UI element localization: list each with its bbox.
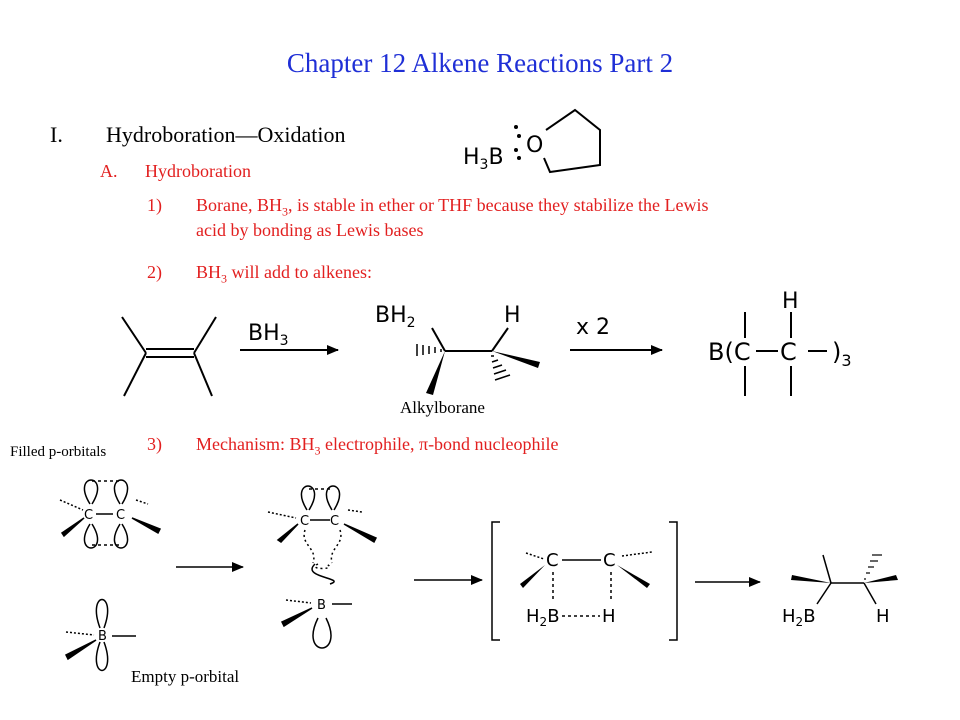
item-number: 3) <box>147 434 162 454</box>
carbon-atom-label: C <box>84 508 94 523</box>
item-text-b: will add to alkenes: <box>227 262 372 282</box>
h3b-label: $H_3B$ <box>463 145 504 173</box>
alkylborane-label: Alkylborane <box>400 398 485 417</box>
trialkyl-close-label: )$_3$ <box>832 338 852 370</box>
thf-oxygen-label: O <box>526 133 544 158</box>
h2b-label: $H_2B$ <box>526 606 560 629</box>
borane-thf-complex <box>463 110 600 173</box>
item-text-line2: acid by bonding as Lewis bases <box>196 220 424 240</box>
subscript: 3 <box>221 271 228 286</box>
orbital-interaction-diagram <box>268 486 376 648</box>
h-atom-label: H <box>876 606 890 627</box>
alkene-structure <box>122 317 216 396</box>
lone-pair-dot <box>517 156 521 160</box>
item-text-a: Borane, BH <box>196 195 282 215</box>
carbon-atom-label: C <box>603 550 616 571</box>
pi-symbol: π <box>418 434 429 454</box>
h-label: H <box>504 303 521 328</box>
filled-p-orbitals-diagram <box>60 480 160 548</box>
item-text-c: -bond nucleophile <box>428 434 559 454</box>
thf-ring <box>544 110 600 172</box>
section-number: I. <box>50 122 63 147</box>
h-atom-label: H <box>602 606 616 627</box>
section-title: Hydroboration—Oxidation <box>106 122 346 147</box>
lone-pair-dot <box>514 148 518 152</box>
mechanism-product <box>782 555 898 629</box>
trialkyl-c-label: C <box>780 338 797 366</box>
item-text-b: electrophile, <box>320 434 419 454</box>
alkylborane-structure <box>375 303 540 395</box>
item-number: 2) <box>147 262 162 282</box>
transition-state <box>492 522 677 640</box>
item-text-a: Mechanism: BH <box>196 434 315 454</box>
subsection-title: Hydroboration <box>145 161 251 181</box>
item-text-a: BH <box>196 262 222 282</box>
empty-orbital-label: Empty p-orbital <box>131 667 240 686</box>
item-number: 1) <box>147 195 162 215</box>
subscript: 3 <box>281 204 288 219</box>
slide-title: Chapter 12 Alkene Reactions Part 2 <box>286 48 674 78</box>
lone-pair-dot <box>514 125 518 129</box>
carbon-atom-label: C <box>546 550 559 571</box>
boron-atom-label: B <box>317 598 326 613</box>
lone-pair-dot <box>517 134 521 138</box>
bh2-label: $BH_2$ <box>375 303 416 331</box>
carbon-atom-label: C <box>330 514 340 529</box>
subscript: 3 <box>314 443 321 458</box>
subsection-number: A. <box>100 161 118 181</box>
trialkyl-b-label: B(C <box>708 338 751 366</box>
item-text-b: , is stable in ether or THF because they stabilize the Lewis <box>287 195 709 215</box>
carbon-atom-label: C <box>116 508 126 523</box>
trialkyl-h-label: H <box>782 289 799 314</box>
filled-orbitals-label: Filled p-orbitals <box>10 444 107 460</box>
bh3-reagent-label: $BH_3$ <box>248 321 289 349</box>
boron-atom-label: B <box>98 629 107 644</box>
carbon-atom-label: C <box>300 514 310 529</box>
multiplier-label: x 2 <box>576 315 611 340</box>
trialkylborane-structure <box>708 289 852 396</box>
h2b-label: $H_2B$ <box>782 606 816 629</box>
